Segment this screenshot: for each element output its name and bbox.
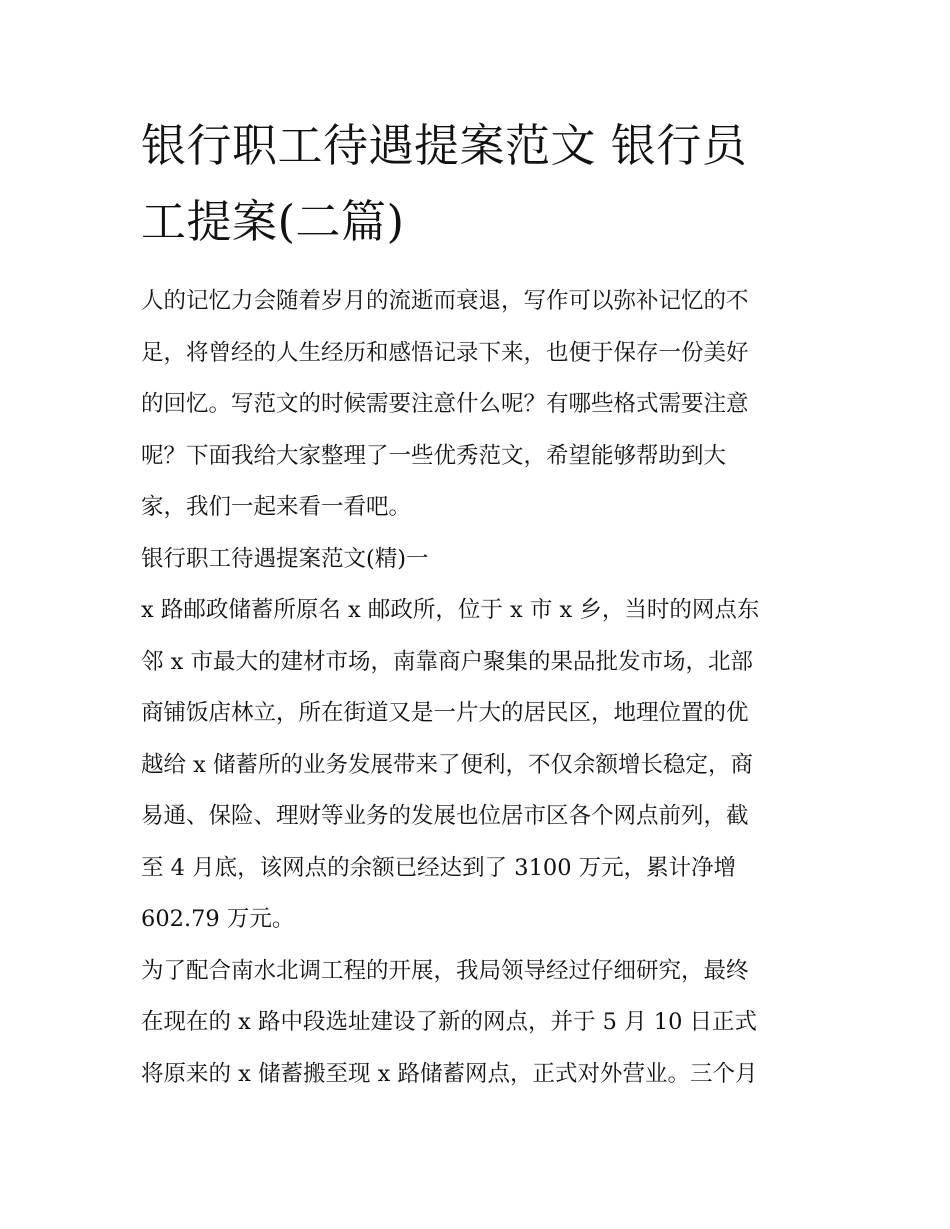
intro-paragraph: 人的记忆力会随着岁月的流逝而衰退，写作可以弥补记忆的不 足，将曾经的人生经历和感悟记录下来，也便于保存一份美好 的回忆。写范文的时候需要注意什么呢？有哪些格式需要注意 呢？下面我给大家整理了一些优秀范文，希望能够帮助到大 家，我们一起来看一看吧。 <box>141 288 749 520</box>
document-title: 银行职工待遇提案范文 银行员 工提案(二篇) <box>141 119 748 248</box>
body-paragraph: 为了配合南水北调工程的开展，我局领导经过仔细研究，最终 在现在的 x 路中段选址建设了新的网点，并于 5 月 10 日正式 将原来的 x 储蓄搬至现 x 路储蓄网点，正式对外营业。三个月 <box>141 957 758 1087</box>
document-page <box>141 108 813 1100</box>
body-paragraph: x 路邮政储蓄所原名 x 邮政所，位于 x 市 x 乡，当时的网点东 邻 x 市最大的建材市场，南靠商户聚集的果品批发市场，北部 商铺饭店林立，所在街道又是一片大的居民区，地理位置的优 越给 x 储蓄所的业务发展带来了便利，不仅余额增长稳定，商 易通、保险、理财等业务的发展也位居市区各个网点前列，截 至 4 月底，该网点的余额已经达到了 3100 万元，累计净增 602.79 万元。 <box>141 597 760 932</box>
document-body <box>141 276 813 1100</box>
section-heading: 银行职工待遇提案范文(精)一 <box>141 545 429 572</box>
